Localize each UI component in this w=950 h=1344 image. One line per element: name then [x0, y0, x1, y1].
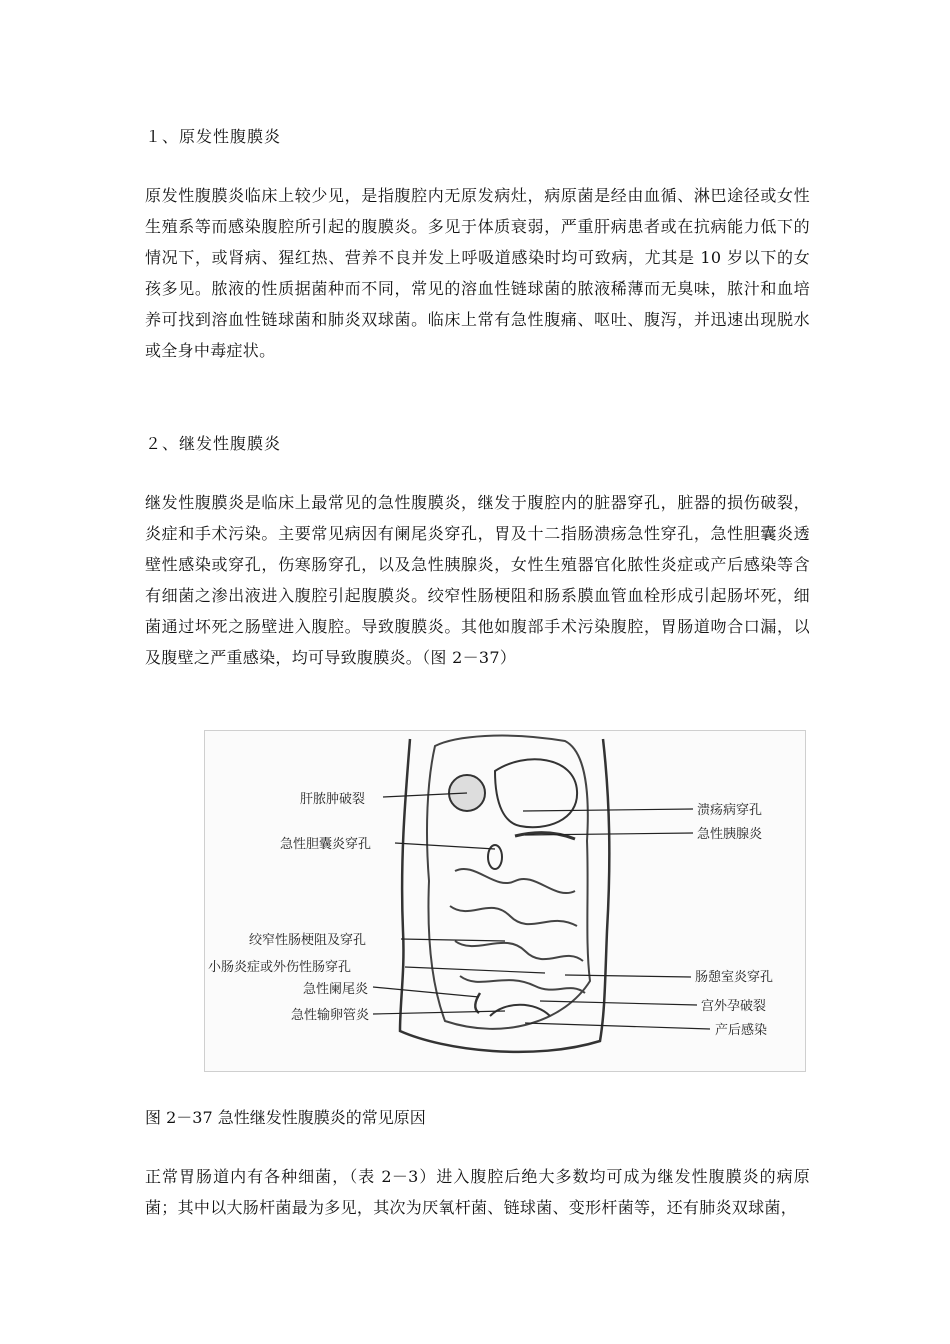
abdomen-illustration: [205, 731, 805, 1071]
label-postpartum-infection: 产后感染: [715, 1023, 768, 1038]
section2-paragraph: 继发性腹膜炎是临床上最常见的急性腹膜炎，继发于腹腔内的脏器穿孔，脏器的损伤破裂，炎症和手术污染。主要常见病因有阑尾炎穿孔，胃及十二指肠溃疡急性穿孔，急性胆囊炎透壁性感染或穿孔，伤寒肠穿孔，以及急性胰腺炎，女性生殖器官化脓性炎症或产后感染等含有细菌之渗出液进入腹腔引起腹膜炎。绞窄性肠梗阻和肠系膜血管血栓形成引起肠坏死，细菌通过坏死之肠壁进入腹腔。导致腹膜炎。其他如腹部手术污染腹腔，胃肠道吻合口漏，以及腹壁之严重感染，均可导致腹膜炎。（图 2－37）: [145, 493, 810, 667]
section2-heading: ２、继发性腹膜炎: [145, 434, 282, 453]
label-appendicitis: 急性阑尾炎: [303, 982, 369, 997]
intestine-loops: [450, 869, 585, 993]
label-diverticulitis: 肠憩室炎穿孔: [695, 970, 774, 985]
torso-outline: [400, 739, 609, 1052]
section1-paragraph: 原发性腹膜炎临床上较少见，是指腹腔内无原发病灶，病原菌是经由血循、淋巴途径或女性生殖系等而感染腹腔所引起的腹膜炎。多见于体质衰弱，严重肝病患者或在抗病能力低下的情况下，或肾病、猩红热、营养不良并发上呼吸道感染时均可致病，尤其是 10 岁以下的女孩多见。脓液的性质据菌种而不同，常见的溶血性链球菌的脓液稀薄而无臭味，脓汁和血培养可找到溶血性链球菌和肺炎双球菌。临床上常有急性腹痛、呕吐、腹泻，并迅速出现脱水或全身中毒症状。: [145, 186, 810, 360]
label-ectopic-pregnancy: 宫外孕破裂: [701, 999, 767, 1014]
stomach-shape: [495, 759, 577, 827]
label-small-intestine-perforation: 小肠炎症或外伤性肠穿孔: [208, 960, 352, 975]
pelvis-shape: [490, 1005, 550, 1016]
right-leader-lines: [523, 809, 710, 1029]
label-cholecystitis: 急性胆囊炎穿孔: [280, 837, 372, 852]
abdomen-figure: [204, 730, 806, 1072]
label-pancreatitis: 急性胰腺炎: [697, 827, 763, 842]
figure-caption: 图 2－37 急性继发性腹膜炎的常见原因: [145, 1108, 426, 1127]
label-ulcer-perforation: 溃疡病穿孔: [697, 803, 763, 818]
section3-paragraph: 正常胃肠道内有各种细菌，（表 2－3）进入腹腔后绝大多数均可成为继发性腹膜炎的病原菌；其中以大肠杆菌最为多见，其次为厌氧杆菌、链球菌、变形杆菌等，还有肺炎双球菌，: [145, 1167, 810, 1217]
section1-heading: １、原发性腹膜炎: [145, 127, 282, 146]
label-liver-abscess: 肝脓肿破裂: [300, 792, 366, 807]
label-strangulated-obstruction: 绞窄性肠梗阻及穿孔: [249, 933, 367, 948]
label-salpingitis: 急性输卵管炎: [291, 1008, 370, 1023]
appendix-shape: [475, 993, 480, 1013]
pancreas-shape: [515, 833, 575, 839]
